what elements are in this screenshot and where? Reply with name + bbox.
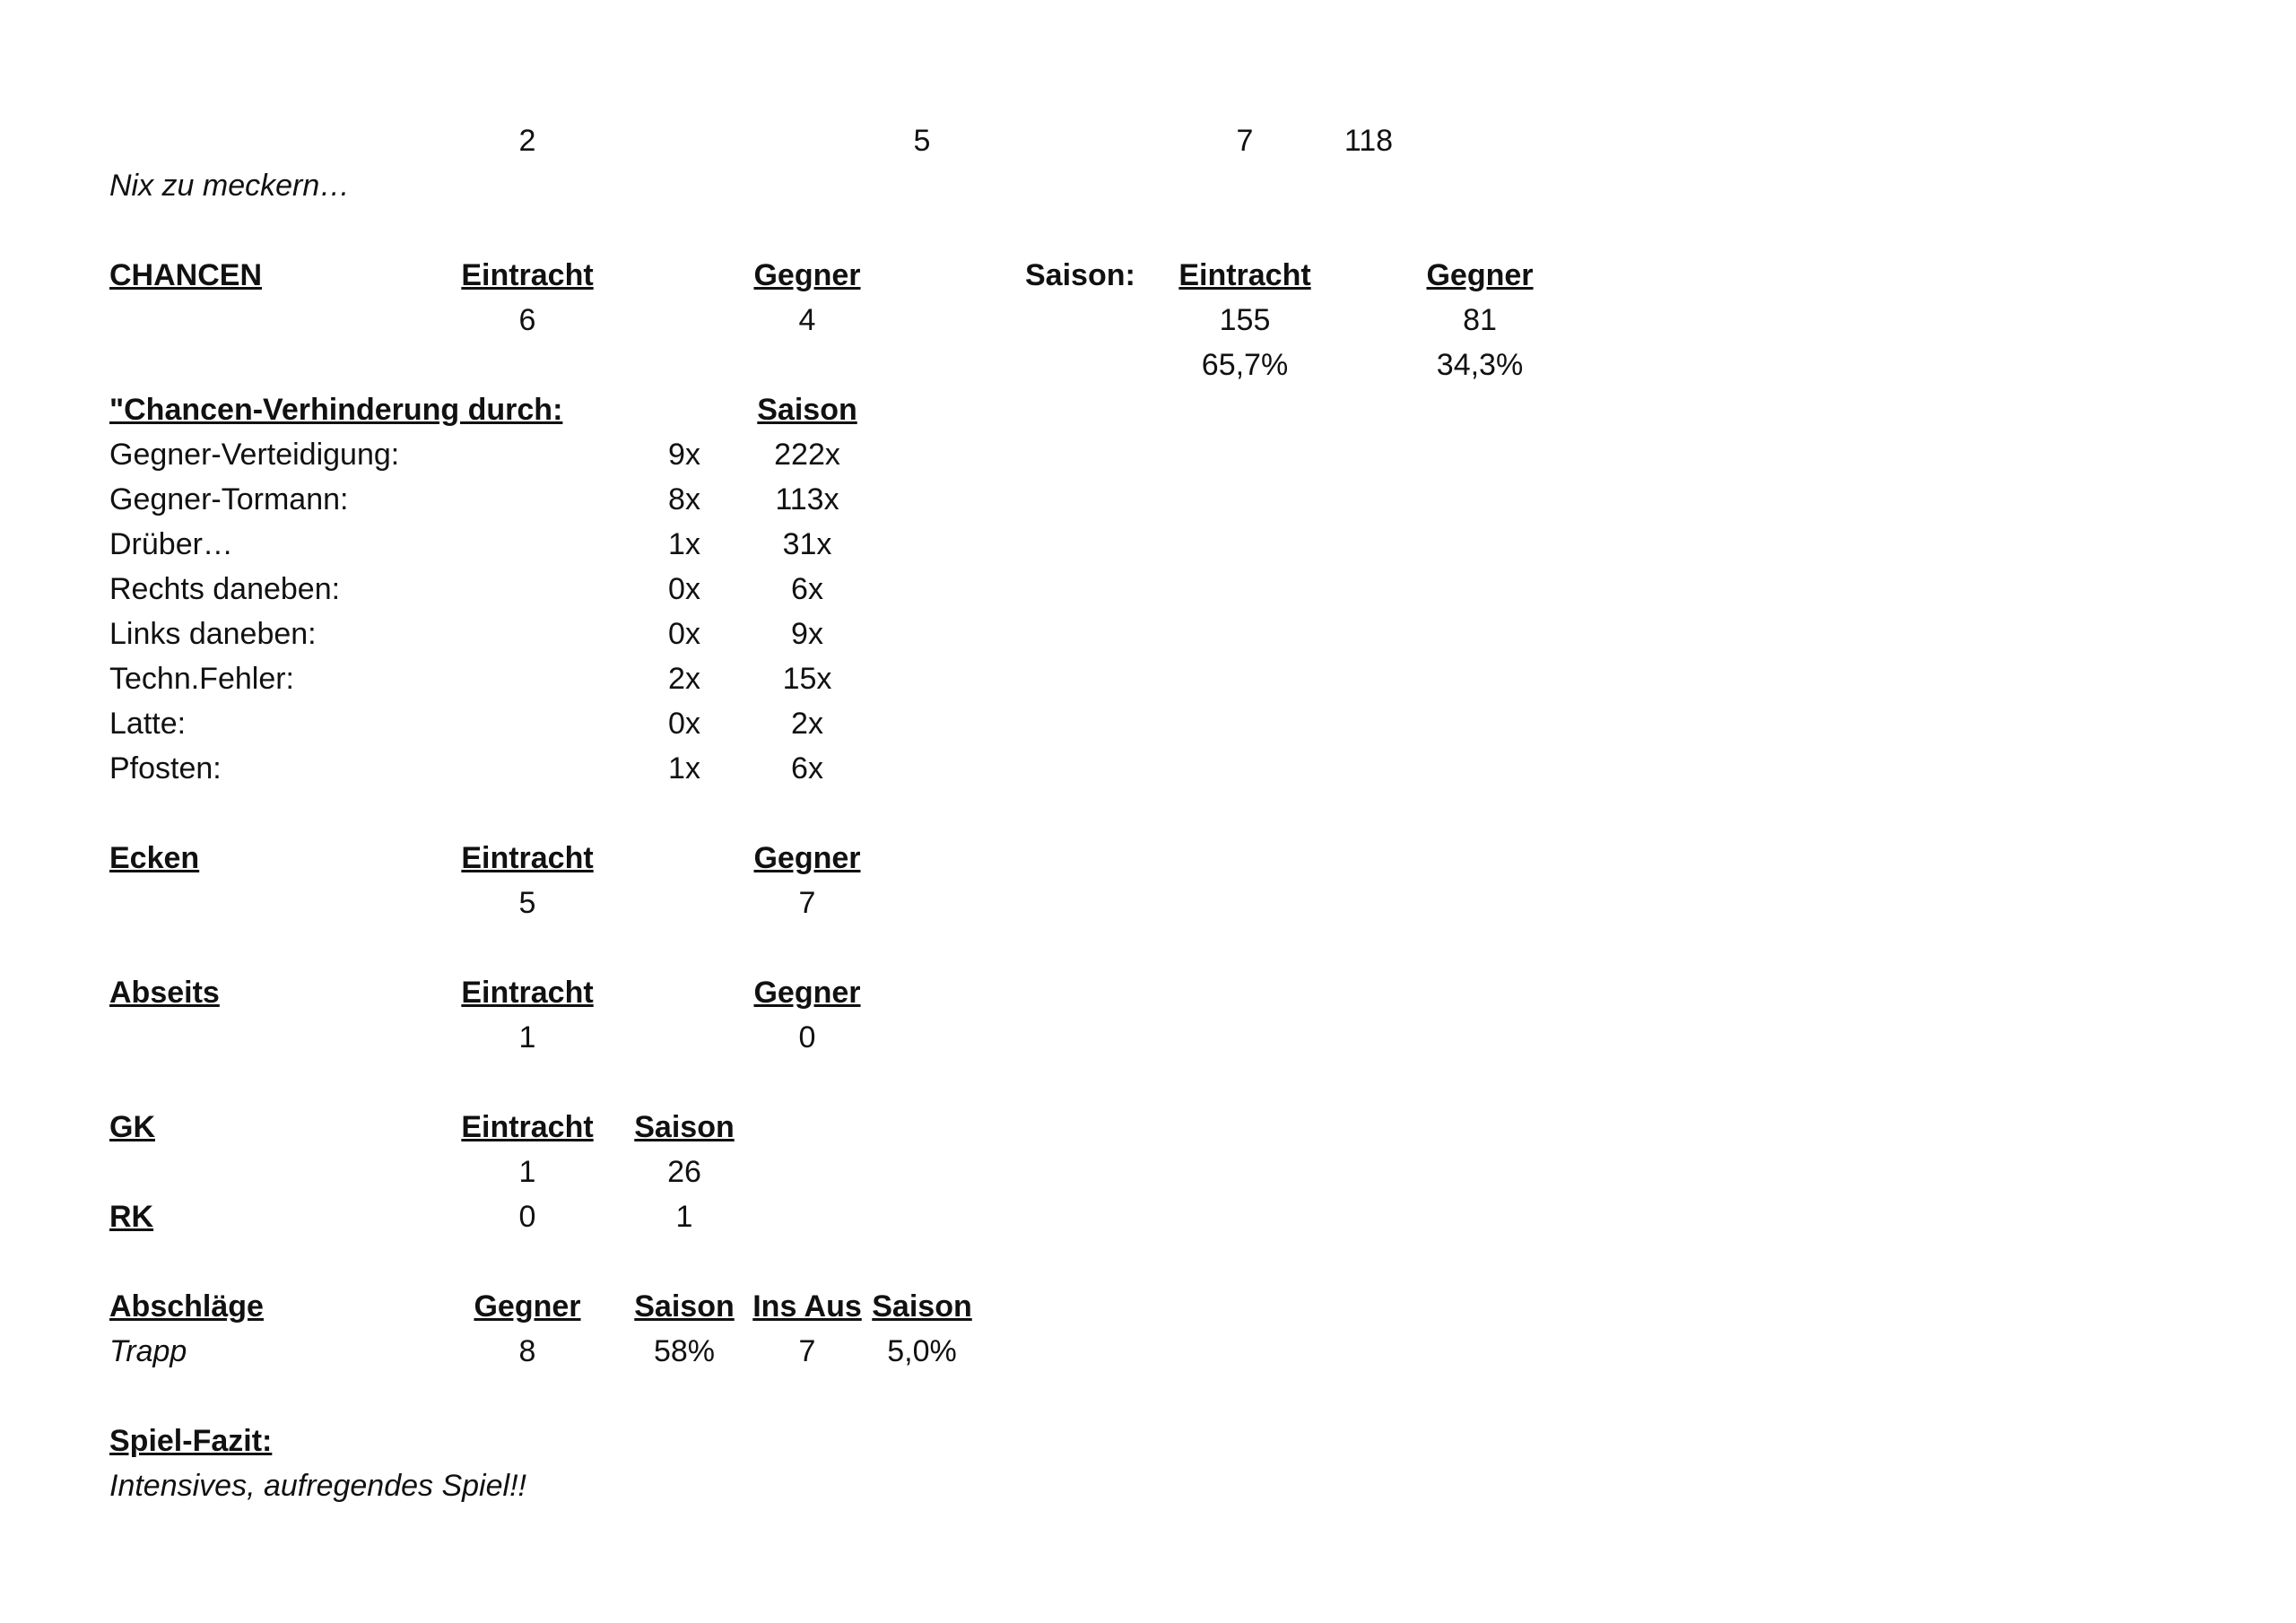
rk-title: RK [109, 1200, 154, 1234]
abseits-title: Abseits [109, 976, 220, 1010]
abschlaege-val-insaus: 7 [798, 1334, 816, 1368]
verhinderung-title: "Chancen-Verhinderung durch: [109, 393, 563, 427]
top-value-4: 118 [1344, 124, 1394, 158]
abseits-col-gegner: Gegner [753, 976, 861, 1010]
ecken-val-eintracht: 5 [518, 886, 536, 920]
abschlaege-col-saison2: Saison [872, 1289, 972, 1324]
verhinderung-row-season: 15x [782, 662, 832, 696]
abschlaege-val-gegner: 8 [518, 1334, 536, 1368]
verhinderung-row-season: 31x [782, 527, 832, 561]
verhinderung-row-season: 6x [791, 751, 823, 785]
verhinderung-row-season: 9x [791, 617, 823, 651]
karten-col-saison: Saison [634, 1110, 735, 1144]
verhinderung-row-season: 222x [774, 438, 840, 472]
chancen-saison-pct-gegner: 34,3% [1436, 348, 1524, 382]
verhinderung-row-label: Latte: [109, 707, 187, 741]
abschlaege-col-saison: Saison [634, 1289, 735, 1324]
abschlaege-val-saison: 58% [653, 1334, 716, 1368]
gk-val: 1 [518, 1155, 536, 1189]
abseits-val-gegner: 0 [798, 1020, 816, 1055]
fazit-title: Spiel-Fazit: [109, 1424, 273, 1458]
rk-val: 0 [518, 1200, 536, 1234]
gk-title: GK [109, 1110, 155, 1144]
chancen-saison-gegner: Gegner [1426, 258, 1534, 292]
chancen-title: CHANCEN [109, 258, 262, 292]
top-value-3: 7 [1236, 124, 1254, 158]
chancen-col-gegner: Gegner [753, 258, 861, 292]
verhinderung-row-season: 2x [791, 707, 823, 741]
verhinderung-row-game: 1x [668, 527, 700, 561]
verhinderung-row-game: 2x [668, 662, 700, 696]
abseits-col-eintracht: Eintracht [461, 976, 594, 1010]
top-comment: Nix zu meckern… [109, 169, 351, 203]
abschlaege-title: Abschläge [109, 1289, 264, 1324]
top-value-1: 2 [518, 124, 536, 158]
verhinderung-row-label: Techn.Fehler: [109, 662, 294, 696]
abschlaege-row-label: Trapp [109, 1334, 187, 1368]
chancen-val-gegner: 4 [798, 303, 816, 337]
gk-saison: 26 [667, 1155, 701, 1189]
ecken-col-eintracht: Eintracht [461, 841, 594, 875]
verhinderung-row-season: 113x [775, 482, 839, 516]
ecken-val-gegner: 7 [798, 886, 816, 920]
chancen-saison-eintracht: Eintracht [1178, 258, 1311, 292]
chancen-saison-val-eintracht: 155 [1219, 303, 1271, 337]
verhinderung-row-label: Rechts daneben: [109, 572, 341, 606]
verhinderung-row-label: Drüber… [109, 527, 233, 561]
verhinderung-row-label: Pfosten: [109, 751, 222, 785]
verhinderung-row-game: 1x [668, 751, 700, 785]
verhinderung-row-label: Gegner-Verteidigung: [109, 438, 400, 472]
fazit-text: Intensives, aufregendes Spiel!! [109, 1469, 526, 1503]
abseits-val-eintracht: 1 [518, 1020, 536, 1055]
top-value-2: 5 [913, 124, 931, 158]
chancen-col-eintracht: Eintracht [461, 258, 594, 292]
rk-saison: 1 [675, 1200, 693, 1234]
verhinderung-col-saison: Saison [757, 393, 857, 427]
chancen-saison-label: Saison: [1025, 258, 1135, 292]
chancen-saison-pct-eintracht: 65,7% [1201, 348, 1289, 382]
verhinderung-row-season: 6x [791, 572, 823, 606]
verhinderung-row-game: 0x [668, 707, 700, 741]
verhinderung-row-game: 8x [668, 482, 700, 516]
verhinderung-row-label: Links daneben: [109, 617, 317, 651]
verhinderung-row-game: 9x [668, 438, 700, 472]
ecken-col-gegner: Gegner [753, 841, 861, 875]
verhinderung-row-label: Gegner-Tormann: [109, 482, 349, 516]
verhinderung-row-game: 0x [668, 572, 700, 606]
chancen-saison-val-gegner: 81 [1463, 303, 1497, 337]
verhinderung-row-game: 0x [668, 617, 700, 651]
abschlaege-col-insaus: Ins Aus [752, 1289, 862, 1324]
chancen-val-eintracht: 6 [518, 303, 536, 337]
karten-col-eintracht: Eintracht [461, 1110, 594, 1144]
abschlaege-col-gegner: Gegner [474, 1289, 581, 1324]
abschlaege-val-saison2: 5,0% [887, 1334, 957, 1368]
ecken-title: Ecken [109, 841, 200, 875]
